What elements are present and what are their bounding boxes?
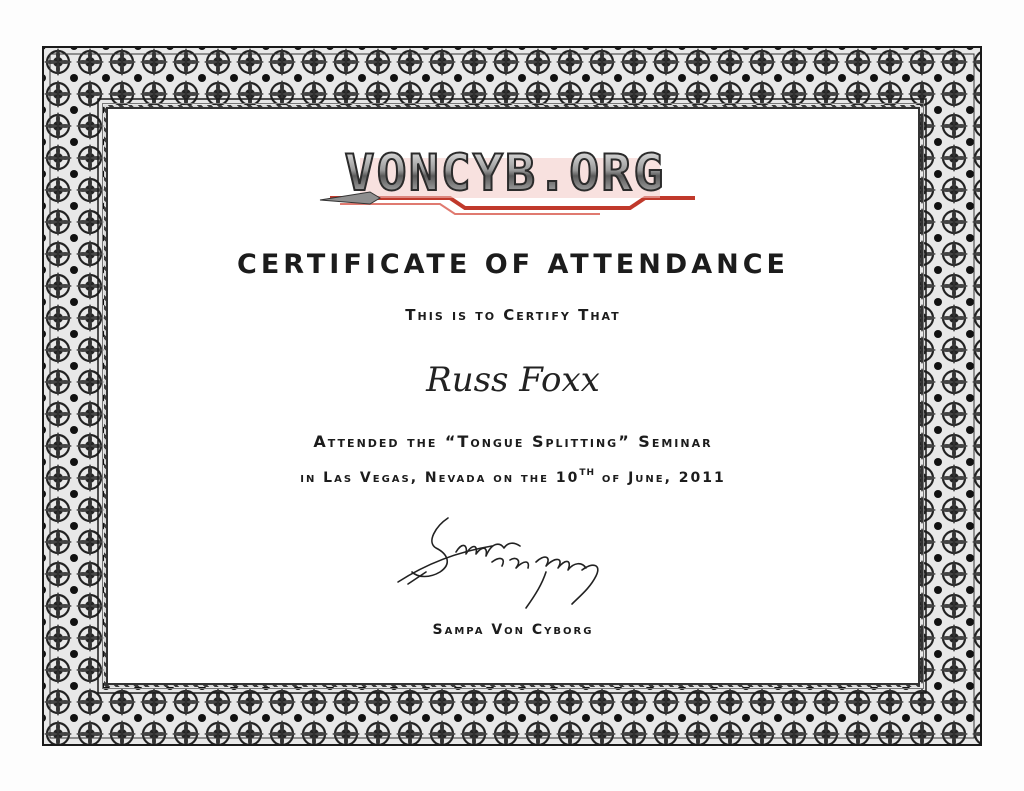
location-date-line: [106, 468, 920, 486]
recipient-name: Russ Foxx: [426, 360, 600, 400]
seminar-line: Attended the “Tongue Splitting” Seminar: [313, 432, 713, 451]
location-date-prefix: in Las Vegas, Nevada on the 10: [300, 470, 580, 486]
certify-statement: This is to Certify That: [405, 306, 621, 324]
logo-text: VONCYB.ORG: [344, 144, 666, 202]
signer-name: Sampa Von Cyborg: [432, 622, 594, 638]
location-date-suffix: of June, 2011: [594, 470, 726, 486]
voncyb-logo: [300, 140, 710, 218]
date-ordinal-suffix: TH: [579, 468, 595, 478]
certificate-title: CERTIFICATE OF ATTENDANCE: [237, 249, 789, 280]
handwritten-signature: [396, 512, 618, 612]
